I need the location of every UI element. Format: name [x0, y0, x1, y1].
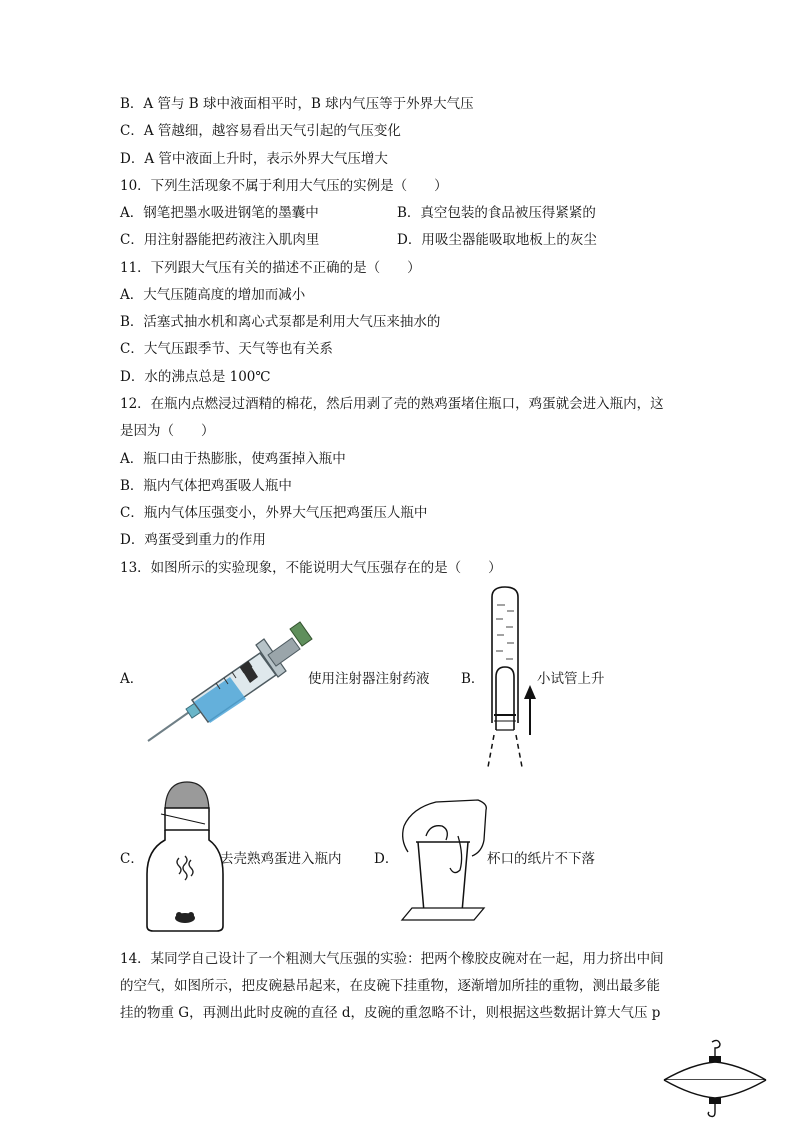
cup-paper-illustration: [398, 800, 493, 925]
q11-option-d: D．水的沸点总是 100℃: [120, 369, 271, 385]
q10-option-b: B．真空包装的食品被压得紧紧的: [397, 205, 596, 221]
egg-bottle-illustration: [145, 778, 225, 933]
q11-option-b: B．活塞式抽水机和离心式泵都是利用大气压来抽水的: [120, 314, 441, 330]
fig-a-letter: A．: [120, 671, 144, 687]
q11-option-a: A．大气压随高度的增加而减小: [120, 287, 306, 303]
q9-option-c: C．A 管越细，越容易看出天气引起的气压变化: [120, 123, 401, 139]
fig-b-caption: 小试管上升: [537, 671, 605, 687]
q10-option-a: A．钢笔把墨水吸进钢笔的墨囊中: [120, 205, 319, 221]
q10-stem: 10．下列生活现象不属于利用大气压的实例是（ ）: [120, 178, 448, 194]
q12-stem-cont: 是因为（ ）: [120, 423, 215, 439]
q10-option-c: C．用注射器能把药液注入肌肉里: [120, 232, 320, 248]
q10-option-d: D．用吸尘器能吸取地板上的灰尘: [397, 232, 597, 248]
q11-stem: 11．下列跟大气压有关的描述不正确的是（ ）: [120, 260, 421, 276]
suction-cups-illustration: [662, 1038, 768, 1120]
q13-stem: 13．如图所示的实验现象，不能说明大气压强存在的是（ ）: [120, 560, 502, 576]
q11-option-c: C．大气压跟季节、天气等也有关系: [120, 341, 333, 357]
fig-c-letter: C．: [120, 851, 144, 867]
fig-d-letter: D．: [374, 851, 399, 867]
q9-option-b: B．A 管与 B 球中液面相平时，B 球内气压等于外界大气压: [120, 96, 474, 112]
fig-b-letter: B．: [461, 671, 485, 687]
fig-a-caption: 使用注射器注射药液: [308, 671, 430, 687]
q14-stem-3: 挂的物重 G，再测出此时皮碗的直径 d，皮碗的重忽略不计，则根据这些数据计算大气压 p: [120, 1005, 661, 1021]
syringe-illustration: [140, 605, 310, 745]
q14-stem-2: 的空气，如图所示，把皮碗悬吊起来，在皮碗下挂重物，逐渐增加所挂的重物，测出最多能: [120, 978, 660, 994]
q12-option-d: D．鸡蛋受到重力的作用: [120, 532, 266, 548]
q12-stem: 12．在瓶内点燃浸过酒精的棉花，然后用剥了壳的熟鸡蛋堵住瓶口，鸡蛋就会进入瓶内，这: [120, 396, 664, 412]
q14-stem-1: 14．某同学自己设计了一个粗测大气压强的实验：把两个橡胶皮碗对在一起，用力挤出中间: [120, 951, 664, 967]
fig-c-caption: 去壳熟鸡蛋进入瓶内: [220, 851, 342, 867]
q12-option-a: A．瓶口由于热膨胀，使鸡蛋掉入瓶中: [120, 451, 346, 467]
fig-d-caption: 杯口的纸片不下落: [487, 851, 595, 867]
q9-option-d: D．A 管中液面上升时，表示外界大气压增大: [120, 151, 388, 167]
q12-option-c: C．瓶内气体压强变小，外界大气压把鸡蛋压人瓶中: [120, 505, 428, 521]
q12-option-b: B．瓶内气体把鸡蛋吸人瓶中: [120, 478, 292, 494]
